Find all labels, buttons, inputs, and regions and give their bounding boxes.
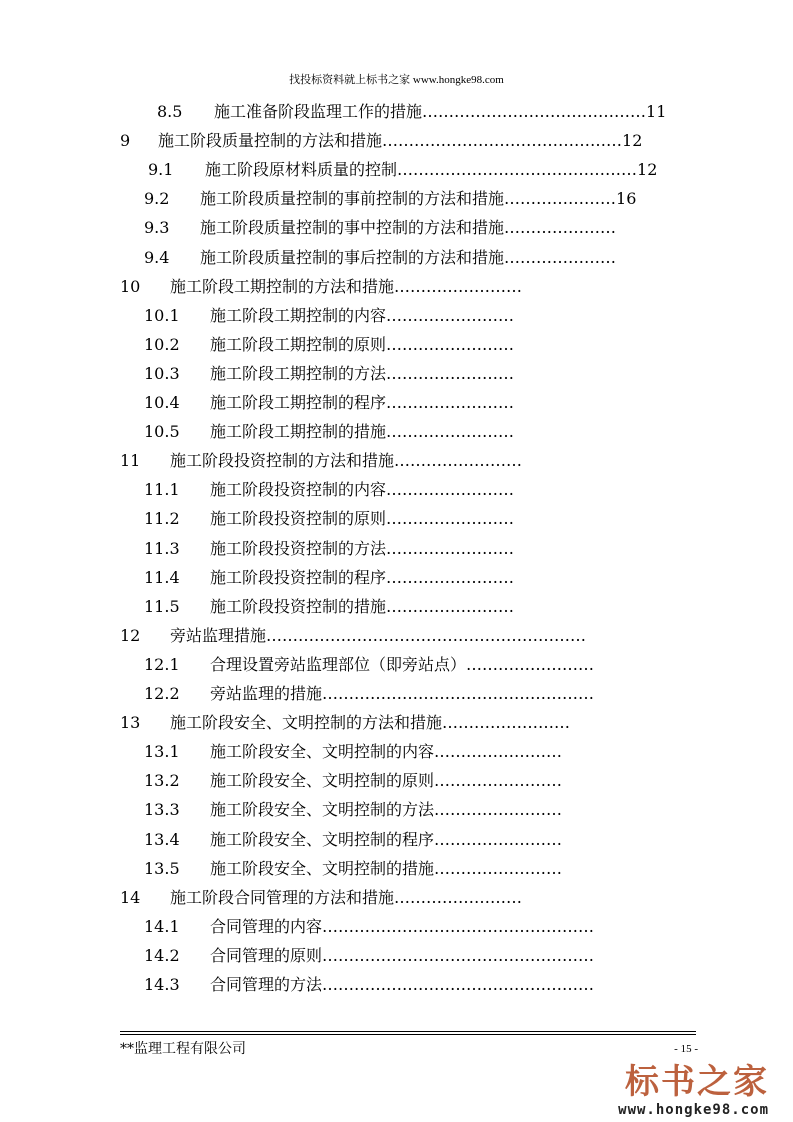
toc-entry-title-group bbox=[210, 971, 594, 999]
toc-entry-title-group bbox=[205, 156, 657, 184]
toc-entry-number: 13 bbox=[120, 713, 141, 733]
toc-entry-title: 施工阶段工期控制的方法 bbox=[210, 363, 387, 383]
toc-entry[interactable] bbox=[144, 651, 700, 679]
toc-entry-title-group bbox=[210, 593, 514, 621]
toc-entry-leader: ………………… bbox=[504, 247, 617, 267]
toc-entry-number: 9.3 bbox=[144, 218, 170, 238]
watermark-url: www.hongke98.com bbox=[618, 1102, 769, 1118]
toc-entry-title: 施工阶段合同管理的方法和措施 bbox=[170, 887, 395, 907]
toc-entry-number: 14.3 bbox=[144, 975, 180, 994]
toc-entry[interactable] bbox=[144, 796, 700, 824]
toc-entry[interactable] bbox=[120, 127, 700, 155]
toc-entry-title-group bbox=[200, 244, 616, 272]
toc-entry-title-group bbox=[170, 709, 570, 737]
toc-entry-title: 施工阶段投资控制的程序 bbox=[210, 567, 387, 587]
toc-entry-title: 施工阶段质量控制的事后控制的方法和措施 bbox=[200, 247, 505, 267]
toc-entry[interactable] bbox=[144, 971, 700, 999]
toc-entry-leader: …………………………………………… bbox=[322, 975, 595, 994]
toc-entry-leader: …………………… bbox=[434, 858, 563, 878]
toc-entry[interactable] bbox=[144, 738, 700, 766]
toc-entry-title-group bbox=[170, 622, 586, 650]
toc-entry[interactable] bbox=[144, 564, 700, 592]
toc-entry[interactable] bbox=[144, 244, 700, 272]
toc-entry-leader: …………………… bbox=[394, 451, 523, 471]
toc-entry-number: 12.1 bbox=[144, 654, 180, 674]
toc-entry-number: 10.1 bbox=[144, 305, 180, 325]
toc-entry[interactable] bbox=[144, 185, 700, 213]
toc-entry-title: 合同管理的内容 bbox=[210, 916, 323, 936]
toc-entry-number: 13.5 bbox=[144, 858, 180, 878]
toc-entry-leader: …………………… bbox=[386, 480, 515, 500]
toc-entry-title-group bbox=[170, 273, 522, 301]
toc-entry-title: 施工阶段工期控制的措施 bbox=[210, 422, 387, 442]
toc-entry[interactable] bbox=[144, 360, 700, 388]
toc-entry-number: 9.4 bbox=[144, 247, 170, 267]
toc-entry-number: 13.4 bbox=[144, 829, 180, 849]
toc-entry-leader: …………………… bbox=[386, 538, 515, 558]
toc-entry-title-group bbox=[210, 418, 514, 446]
toc-entry-title-group bbox=[210, 651, 594, 679]
toc-entry-title: 施工阶段工期控制的原则 bbox=[210, 334, 387, 354]
toc-entry-number: 11.1 bbox=[144, 480, 180, 500]
toc-entry-title: 旁站监理措施 bbox=[170, 625, 267, 645]
toc-entry-title: 施工阶段投资控制的方法和措施 bbox=[170, 451, 395, 471]
toc-entry-title-group bbox=[210, 767, 562, 795]
toc-entry-title-group bbox=[210, 505, 514, 533]
toc-entry-number: 10 bbox=[120, 276, 141, 296]
toc-entry-title-group bbox=[210, 564, 514, 592]
toc-entry-title-group bbox=[210, 389, 514, 417]
toc-entry-title-group bbox=[210, 855, 562, 883]
toc-entry-title-group bbox=[210, 796, 562, 824]
toc-entry-title: 施工阶段安全、文明控制的程序 bbox=[210, 829, 435, 849]
toc-entry-leader: …………………… bbox=[434, 771, 563, 791]
toc-entry-leader: …………………… bbox=[434, 829, 563, 849]
toc-entry-number: 11.4 bbox=[144, 567, 180, 587]
toc-entry-title-group bbox=[210, 738, 562, 766]
toc-entry-title-group bbox=[210, 360, 514, 388]
toc-entry-title: 施工阶段投资控制的方法 bbox=[210, 538, 387, 558]
toc-entry-leader: ………………… bbox=[504, 218, 617, 238]
toc-entry[interactable] bbox=[157, 98, 700, 126]
toc-entry-number: 11.2 bbox=[144, 509, 180, 529]
toc-entry[interactable] bbox=[120, 622, 700, 650]
toc-entry-page: 12 bbox=[622, 131, 643, 151]
toc-entry[interactable] bbox=[144, 418, 700, 446]
toc-entry[interactable] bbox=[144, 855, 700, 883]
toc-entry-number: 13.2 bbox=[144, 771, 180, 791]
toc-entry-title: 合同管理的原则 bbox=[210, 945, 323, 965]
toc-entry-title: 施工准备阶段监理工作的措施 bbox=[214, 102, 423, 121]
toc-entry-number: 11.3 bbox=[144, 538, 180, 558]
toc-entry-leader: …………………… bbox=[386, 509, 515, 529]
toc-entry-leader: …………………… bbox=[394, 276, 523, 296]
toc-entry-title: 施工阶段安全、文明控制的内容 bbox=[210, 742, 435, 762]
toc-entry-title-group bbox=[210, 331, 514, 359]
toc-entry-leader: …………………… bbox=[386, 422, 515, 442]
toc-entry-title: 施工阶段安全、文明控制的方法和措施 bbox=[170, 713, 443, 733]
toc-entry-leader: …………………… bbox=[386, 567, 515, 587]
page-header: 找投标资料就上标书之家 www.hongke98.com bbox=[289, 74, 504, 86]
toc-entry-title-group bbox=[214, 98, 666, 126]
toc-entry-title: 旁站监理的措施 bbox=[210, 684, 323, 703]
toc-entry-title: 施工阶段安全、文明控制的措施 bbox=[210, 858, 435, 878]
toc-entry[interactable] bbox=[120, 447, 700, 475]
toc-entry-number: 14.2 bbox=[144, 945, 180, 965]
toc-entry-leader: …………………… bbox=[386, 596, 515, 616]
toc-entry[interactable] bbox=[144, 593, 700, 621]
toc-entry-title-group bbox=[200, 214, 616, 242]
toc-entry-page: 12 bbox=[637, 160, 658, 180]
toc-entry-title-group bbox=[170, 884, 522, 912]
toc-entry-title: 施工阶段投资控制的措施 bbox=[210, 596, 387, 616]
toc-entry[interactable] bbox=[144, 389, 700, 417]
toc-entry[interactable] bbox=[144, 767, 700, 795]
toc-entry-title: 施工阶段质量控制的方法和措施 bbox=[158, 131, 383, 151]
toc-entry-leader: …………………………………………… bbox=[322, 916, 595, 936]
toc-entry-title: 施工阶段原材料质量的控制 bbox=[205, 160, 398, 180]
toc-entry-number: 13.3 bbox=[144, 800, 180, 820]
toc-entry-page: 11 bbox=[646, 102, 667, 121]
toc-entry-leader: …………………………………………… bbox=[322, 684, 595, 703]
toc-entry-number: 10.3 bbox=[144, 363, 180, 383]
toc-entry-title: 施工阶段安全、文明控制的原则 bbox=[210, 771, 435, 791]
toc-entry[interactable] bbox=[144, 826, 700, 854]
toc-entry-number: 9.1 bbox=[148, 160, 174, 180]
toc-entry-title: 施工阶段投资控制的内容 bbox=[210, 480, 387, 500]
toc-entry-number: 14.1 bbox=[144, 916, 180, 936]
toc-entry-leader: …………………… bbox=[386, 393, 515, 412]
toc-entry-leader: …………………………………………… bbox=[322, 945, 595, 965]
toc-entry-number: 12.2 bbox=[144, 684, 180, 703]
toc-entry-leader: …………………………………… bbox=[422, 102, 647, 121]
toc-entry-leader: …………………… bbox=[386, 363, 515, 383]
company-name: **监理工程有限公司 bbox=[120, 1041, 246, 1057]
toc-entry-number: 14 bbox=[120, 887, 141, 907]
toc-entry-page: 16 bbox=[616, 189, 637, 209]
toc-entry-title-group bbox=[210, 535, 514, 563]
toc-entry-title-group bbox=[210, 302, 514, 330]
toc-entry-leader: …………………… bbox=[434, 800, 563, 820]
toc-entry-title-group bbox=[210, 680, 594, 708]
toc-entry-leader: ……………………………………… bbox=[382, 131, 623, 151]
toc-entry-number: 13.1 bbox=[144, 742, 180, 762]
toc-entry[interactable] bbox=[144, 214, 700, 242]
watermark-brand: 标书之家 bbox=[625, 1062, 769, 1102]
toc-entry-number: 12 bbox=[120, 625, 141, 645]
toc-entry-number: 9.2 bbox=[144, 189, 170, 209]
toc-entry-leader: …………………… bbox=[394, 887, 523, 907]
toc-entry-title: 施工阶段投资控制的原则 bbox=[210, 509, 387, 529]
toc-entry-leader: ……………………………………… bbox=[397, 160, 638, 180]
toc-entry-title: 合同管理的方法 bbox=[210, 975, 323, 994]
toc-entry[interactable] bbox=[148, 156, 700, 184]
toc-entry-title-group bbox=[210, 476, 514, 504]
toc-entry-title-group bbox=[200, 185, 636, 213]
toc-entry[interactable] bbox=[144, 535, 700, 563]
toc-entry[interactable] bbox=[144, 331, 700, 359]
toc-entry-number: 11 bbox=[120, 451, 141, 471]
toc-entry-title: 施工阶段工期控制的程序 bbox=[210, 393, 387, 412]
toc-entry[interactable] bbox=[144, 913, 700, 941]
toc-entry-title-group bbox=[210, 942, 594, 970]
toc-entry[interactable] bbox=[120, 884, 700, 912]
toc-entry-title: 施工阶段质量控制的事前控制的方法和措施 bbox=[200, 189, 505, 209]
toc-entry-leader: …………………… bbox=[434, 742, 563, 762]
toc-entry[interactable] bbox=[144, 505, 700, 533]
toc-entry[interactable] bbox=[144, 680, 700, 708]
toc-entry-title: 施工阶段工期控制的方法和措施 bbox=[170, 276, 395, 296]
toc-entry-title-group bbox=[170, 447, 522, 475]
toc-entry[interactable] bbox=[144, 302, 700, 330]
toc-entry-number: 10.4 bbox=[144, 393, 180, 412]
toc-entry-number: 10.2 bbox=[144, 334, 180, 354]
toc-entry-title: 合理设置旁站监理部位（即旁站点） bbox=[210, 654, 467, 674]
toc-entry-title: 施工阶段工期控制的内容 bbox=[210, 305, 387, 325]
toc-entry-title-group bbox=[158, 127, 642, 155]
toc-entry-leader: …………………………………………………… bbox=[266, 625, 587, 645]
toc-entry-leader: …………………… bbox=[466, 654, 595, 674]
toc-entry-title: 施工阶段质量控制的事中控制的方法和措施 bbox=[200, 218, 505, 238]
toc-entry-number: 10.5 bbox=[144, 422, 180, 442]
toc-entry[interactable] bbox=[120, 709, 700, 737]
toc-entry-number: 11.5 bbox=[144, 596, 180, 616]
toc-entry[interactable] bbox=[144, 942, 700, 970]
toc-entry-leader: ………………… bbox=[504, 189, 617, 209]
toc-entry-number: 8.5 bbox=[157, 102, 183, 121]
toc-entry-number: 9 bbox=[120, 131, 131, 151]
toc-entry[interactable] bbox=[144, 476, 700, 504]
toc-entry-leader: …………………… bbox=[386, 305, 515, 325]
toc-entry-title-group bbox=[210, 826, 562, 854]
page-number: - 15 - bbox=[674, 1043, 698, 1055]
toc-entry-title-group bbox=[210, 913, 594, 941]
toc-entry-leader: …………………… bbox=[442, 713, 571, 733]
toc-entry-leader: …………………… bbox=[386, 334, 515, 354]
footer-rule bbox=[120, 1031, 696, 1032]
toc-entry-title: 施工阶段安全、文明控制的方法 bbox=[210, 800, 435, 820]
toc-entry[interactable] bbox=[120, 273, 700, 301]
footer-rule-thick bbox=[120, 1034, 696, 1035]
watermark-logo bbox=[618, 1062, 769, 1118]
